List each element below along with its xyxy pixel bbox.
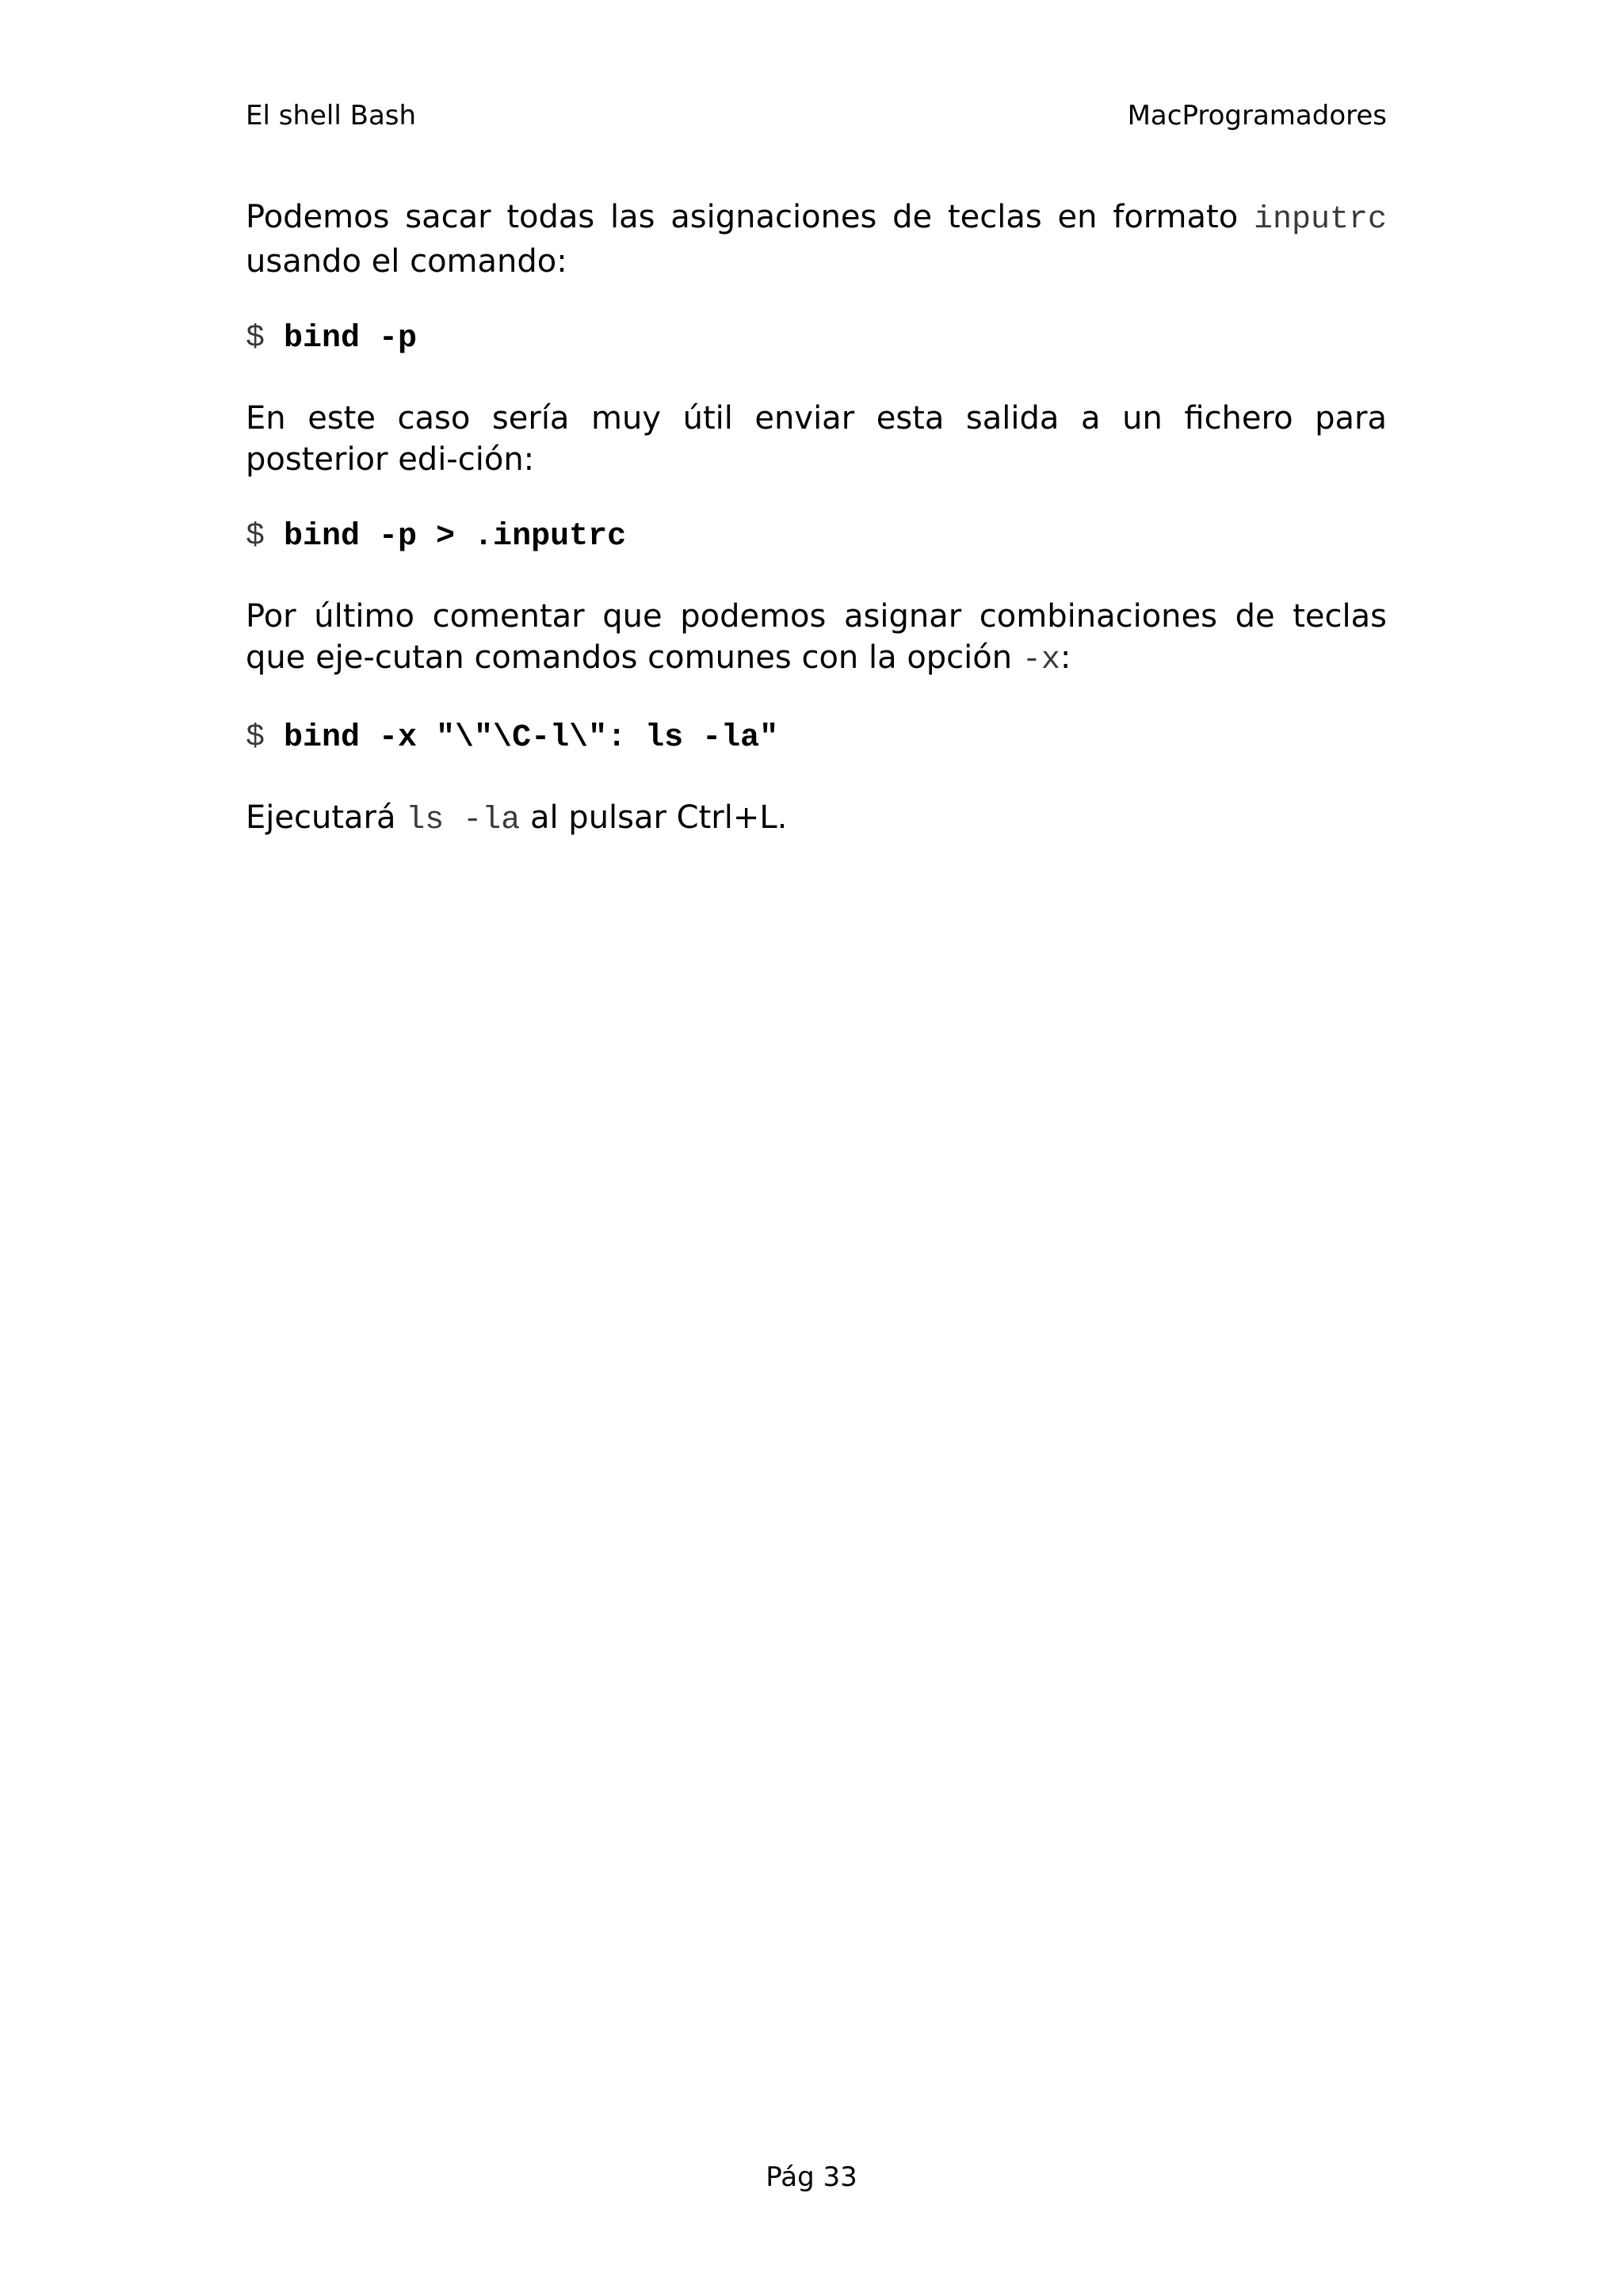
shell-command: bind -p > .inputrc — [284, 519, 627, 555]
shell-prompt: $ — [246, 720, 285, 756]
paragraph-text: : — [1060, 639, 1071, 676]
page-number: Pág 33 — [766, 2161, 857, 2193]
running-header-site: MacProgramadores — [1127, 100, 1387, 132]
shell-prompt: $ — [246, 519, 285, 555]
command-line — [246, 517, 1387, 558]
running-header-title: El shell Bash — [246, 100, 417, 132]
shell-prompt: $ — [246, 321, 285, 357]
paragraph-bind-x — [246, 596, 1387, 681]
inline-code: -x — [1022, 643, 1060, 678]
paragraph-text: Ejecutará — [246, 799, 407, 836]
paragraph-text: Por último comentar que podemos asignar combinaciones de teclas que eje-cutan comandos comunes con la opción — [246, 598, 1387, 676]
command-line — [246, 718, 1387, 759]
command-line — [246, 318, 1387, 360]
inline-code: inputrc — [1253, 202, 1387, 238]
paragraph-bind-intro — [246, 196, 1387, 282]
shell-command: bind -x "\"\C-l\": ls -la" — [284, 720, 779, 756]
paragraph-text: usando el comando: — [246, 243, 567, 280]
inline-code: ls -la — [406, 803, 521, 838]
paragraph-text: Podemos sacar todas las asignaciones de teclas en formato — [246, 199, 1254, 235]
paragraph-redirect: En este caso sería muy útil enviar esta salida a un fichero para posterior edi-ción: — [246, 400, 1387, 478]
paragraph-text: al pulsar Ctrl+L. — [520, 799, 788, 836]
page-content — [246, 196, 1387, 841]
paragraph-result — [246, 797, 1387, 841]
shell-command: bind -p — [284, 321, 418, 357]
